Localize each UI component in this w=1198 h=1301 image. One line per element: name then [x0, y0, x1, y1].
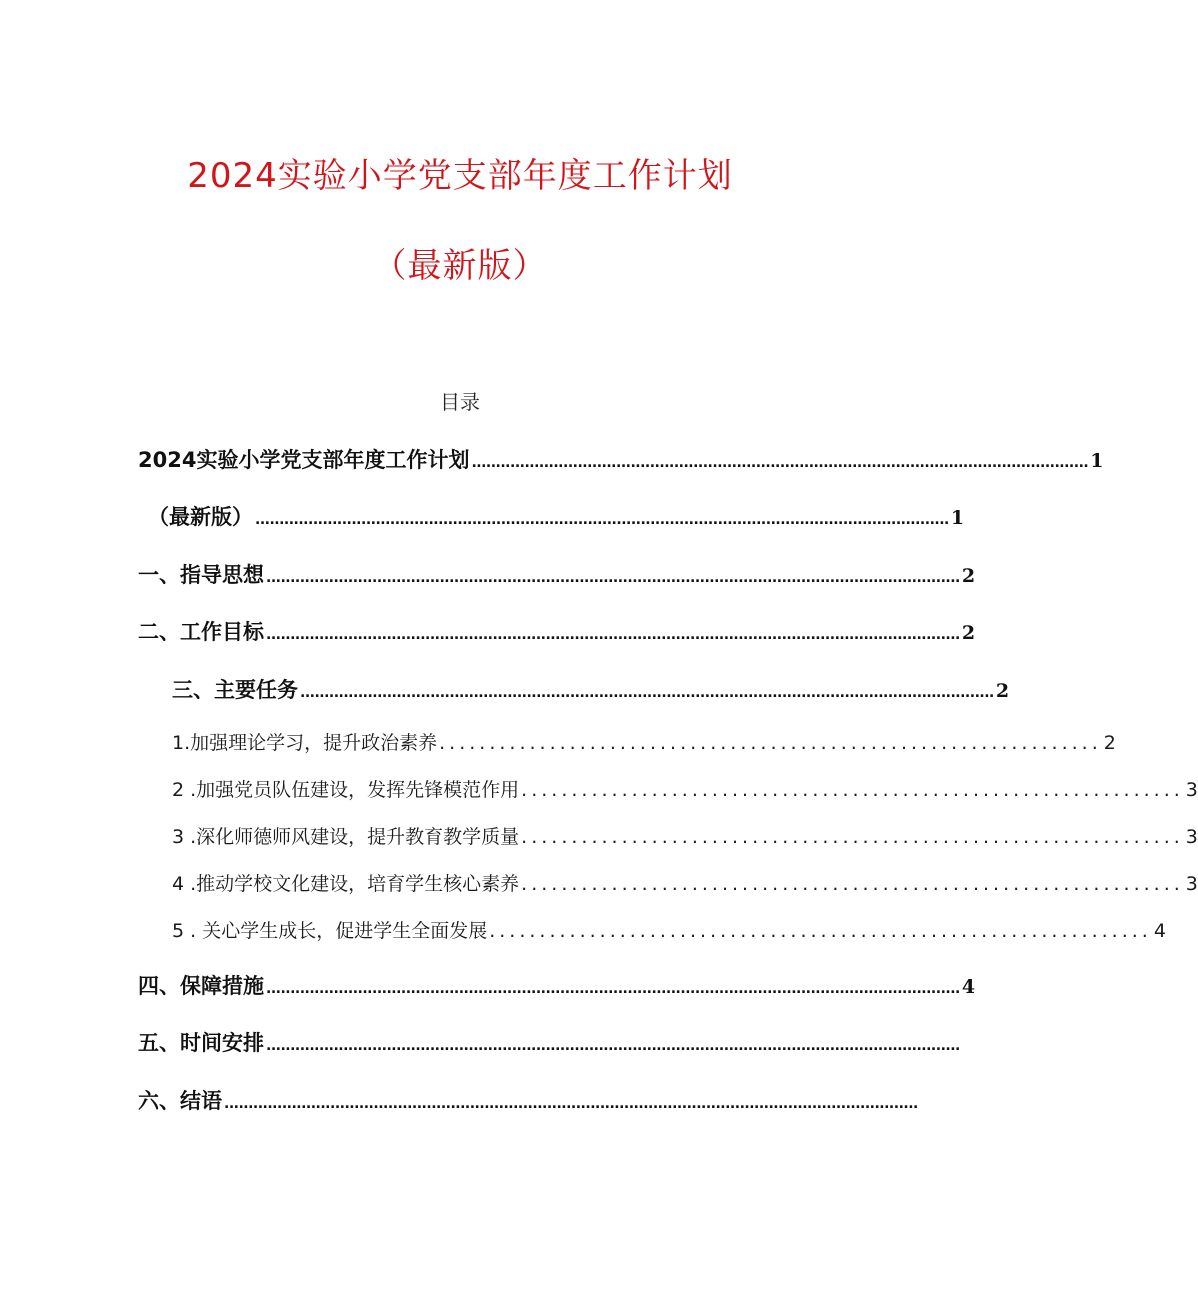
toc-entry-label: 3 .深化师德师风建设，提升教育教学质量 — [172, 826, 520, 848]
toc-entry-label: 4 .推动学校文化建设，培育学生核心素养 — [172, 873, 520, 895]
document-title: 2024实验小学党支部年度工作计划 — [187, 156, 733, 196]
toc-entry-label: （最新版） — [148, 505, 253, 529]
toc-entry[interactable] — [172, 822, 1198, 849]
toc-entry[interactable] — [172, 728, 1116, 755]
toc-entry-label: 2 .加强党员队伍建设，发挥先锋模范作用 — [172, 779, 520, 801]
toc-dot-leader: .................................................................. — [521, 779, 1184, 801]
toc-dot-leader: ................................................................................................................................................ — [255, 512, 949, 528]
toc-dot-leader: ................................................................................................................................................ — [300, 685, 994, 701]
toc-entry-label: 二、工作目标 — [138, 620, 264, 644]
toc-entry[interactable] — [172, 674, 1010, 704]
toc-entry-label: 六、结语 — [138, 1089, 222, 1113]
toc-entry[interactable] — [138, 444, 1104, 474]
toc-entry-label: 四、保障措施 — [138, 974, 264, 998]
toc-dot-leader: ................................................................................................................................ — [471, 455, 1089, 471]
toc-entry-label: 一、指导思想 — [138, 563, 264, 587]
toc-entry[interactable] — [138, 1027, 960, 1057]
toc-entry[interactable] — [138, 970, 976, 1000]
toc-entry-page: 4 — [1153, 920, 1166, 942]
toc-entry-page: 2 — [995, 680, 1010, 702]
toc-entry[interactable] — [148, 501, 965, 531]
toc-dot-leader: ................................................................................................................................................ — [266, 981, 960, 997]
toc-entry[interactable] — [138, 616, 976, 646]
toc-entry-label: 1.加强理论学习，提升政治素养 — [172, 732, 438, 754]
toc-dot-leader: ................................................................................................................................................ — [266, 627, 960, 643]
toc-dot-leader: .................................................................. — [521, 826, 1184, 848]
document-subtitle: （最新版） — [372, 246, 548, 286]
toc-entry-page: 3 — [1185, 873, 1198, 895]
toc-entry-label: 三、主要任务 — [172, 678, 298, 702]
toc-entry-label: 2024实验小学党支部年度工作计划 — [138, 448, 470, 472]
toc-entry-page: 1 — [1090, 450, 1104, 472]
toc-entry-page: 2 — [961, 622, 976, 644]
toc-entry[interactable] — [138, 559, 976, 589]
toc-entry[interactable] — [172, 775, 1198, 802]
toc-entry[interactable] — [138, 1085, 918, 1115]
toc-dot-leader: ................................................................................................................................................ — [266, 1038, 960, 1054]
toc-dot-leader: .................................................................. — [489, 920, 1152, 942]
toc-dot-leader: .................................................................. — [521, 873, 1184, 895]
toc-dot-leader: ................................................................................................................................................ — [266, 570, 960, 586]
toc-entry-label: 5 . 关心学生成长，促进学生全面发展 — [172, 920, 488, 942]
toc-entry-page: 2 — [1103, 732, 1116, 754]
toc-entry-page: 3 — [1185, 779, 1198, 801]
toc-entry-label: 五、时间安排 — [138, 1031, 264, 1055]
toc-entry-page: 3 — [1185, 826, 1198, 848]
toc-entry[interactable] — [172, 916, 1166, 943]
toc-entry-page: 1 — [950, 507, 965, 529]
toc-entry[interactable] — [172, 869, 1198, 896]
toc-heading: 目录 — [440, 390, 480, 414]
toc-dot-leader: .................................................................. — [439, 732, 1102, 754]
toc-dot-leader: ................................................................................................................................................ — [224, 1096, 918, 1112]
toc-entry-page: 2 — [961, 565, 976, 587]
toc-entry-page: 4 — [961, 976, 976, 998]
